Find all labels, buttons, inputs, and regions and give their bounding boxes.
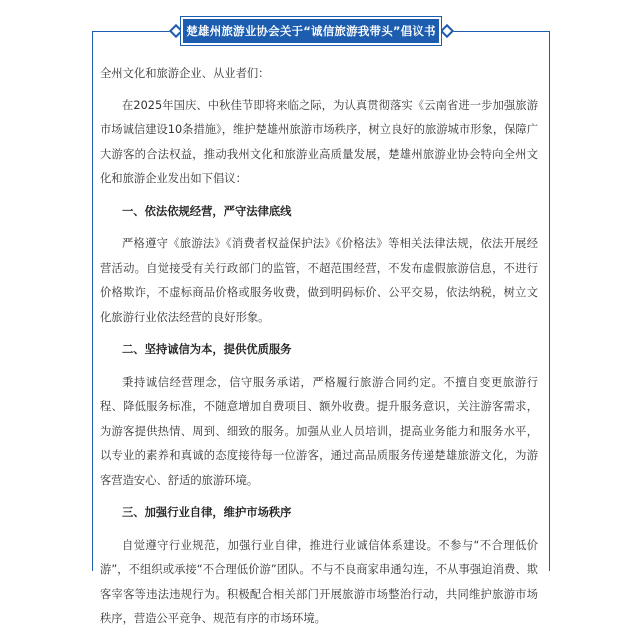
section-heading-3: 三、加强行业自律，维护市场秩序 xyxy=(122,506,292,519)
section-heading-2: 二、坚持诚信为本，提供优质服务 xyxy=(122,343,292,356)
section-body-1: 严格遵守《旅游法》《消费者权益保护法》《价格法》等相关法律法规，依法开展经营活动。自觉接受有关行政部门的监管，不超范围经营，不发布虚假旅游信息，不进行价格欺诈，不虚标商品价格或服务收费，做到明码标价、公平交易，依法纳税，树立文化旅游行业依法经营的良好形象。 xyxy=(100,237,538,324)
section-body-3: 自觉遵守行业规范，加强行业自律，推进行业诚信体系建设。不参与“不合理低价游”，不组织或承接“不合理低价游”团队。不与不良商家串通勾连，不从事强迫消费、欺客宰客等违法违规行为。积极配合相关部门开展旅游市场整治行动，共同维护旅游市场秩序，营造公平竞争、规范有序的市场环境。 xyxy=(100,538,538,625)
document-title xyxy=(181,17,441,45)
section-heading-1: 一、依法依规经营，严守法律底线 xyxy=(122,204,292,218)
section-body-2: 秉持诚信经营理念，信守服务承诺，严格履行旅游合同约定。不擅自变更旅游行程、降低服务标准，不随意增加自费项目、额外收费。提升服务意识，关注游客需求，为游客提供热情、周到、细致的服务。加强从业人员培训，提高业务能力和服务水平，以专业的素养和真诚的态度接待每一位游客，通过高品质服务传递楚雄旅游文化，为游客营造安心、舒适的旅游环境。 xyxy=(100,375,538,487)
salutation: 全州文化和旅游企业、从业者们： xyxy=(100,67,270,80)
document-body xyxy=(100,62,538,640)
intro-paragraph: 在2025年国庆、中秋佳节即将来临之际，为认真贯彻落实《云南省进一步加强旅游市场诚信建设10条措施》，维护楚雄州旅游市场秩序，树立良好的旅游城市形象，保障广大游客的合法权益，推动我州文化和旅游业高质量发展，楚雄州旅游业协会特向全州文化和旅游企业发出如下倡议： xyxy=(100,98,539,185)
document-title-text: 楚雄州旅游业协会关于“诚信旅游我带头”倡议书 xyxy=(186,24,436,38)
